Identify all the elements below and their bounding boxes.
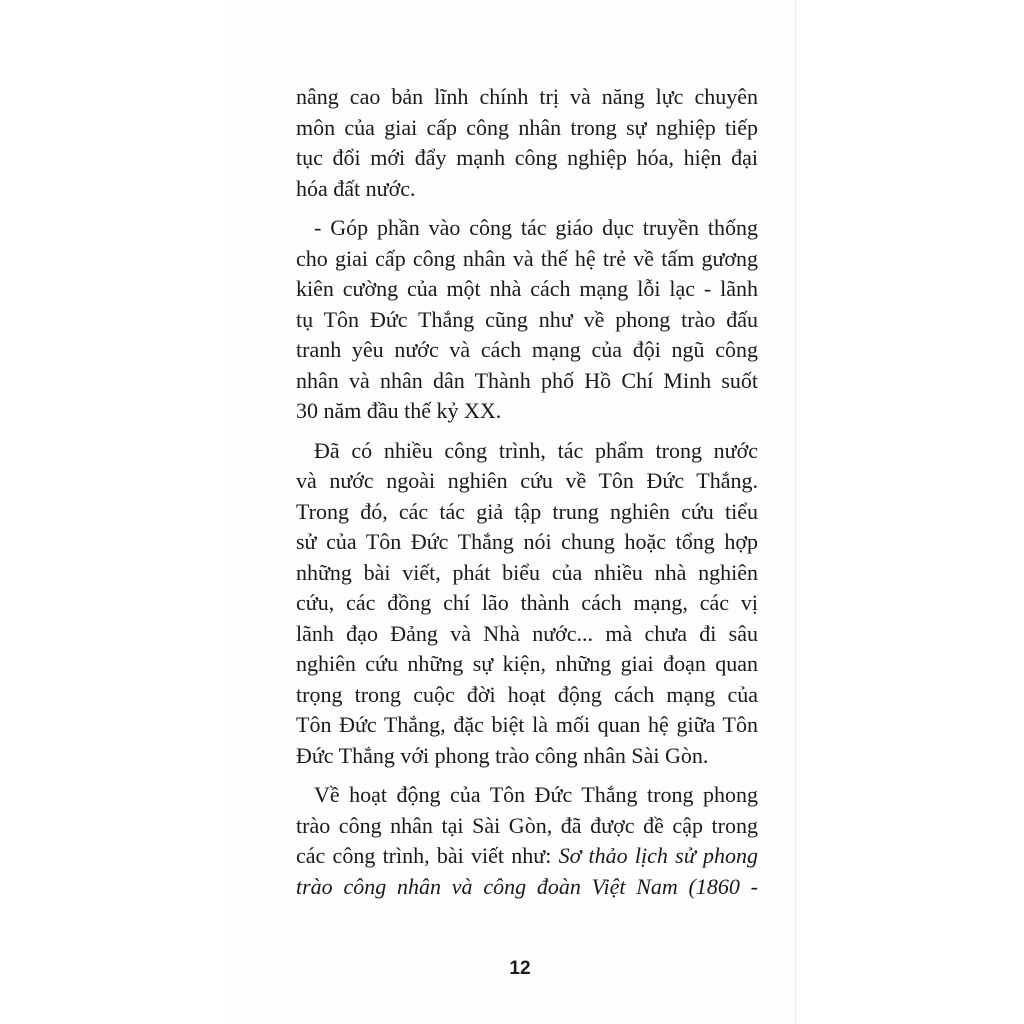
text-line: nâng cao bản lĩnh chính trị và năng lực chuyên — [296, 84, 758, 109]
text-line: tụ Tôn Đức Thắng cũng như về phong trào đấu — [296, 306, 758, 332]
text-line: môn của giai cấp công nhân trong sự nghiệp tiếp — [296, 114, 758, 140]
page-number: 12 — [509, 958, 531, 979]
text-line: những bài viết, phát biểu của nhiều nhà nghiên — [296, 559, 758, 585]
text-line: hóa đất nước. — [296, 175, 416, 201]
paragraph-3 — [296, 436, 758, 772]
text-line: sử của Tôn Đức Thắng nói chung hoặc tổng hợp — [296, 529, 758, 554]
text-line: kiên cường của một nhà cách mạng lỗi lạc - lãnh — [296, 276, 758, 301]
text-line: nhân và nhân dân Thành phố Hồ Chí Minh suốt — [296, 367, 758, 393]
text-line: Về hoạt động của Tôn Đức Thắng trong phong — [314, 782, 758, 807]
text-line: trọng trong cuộc đời hoạt động cách mạng của — [296, 681, 758, 707]
text-line — [296, 841, 758, 872]
text-line: tục đổi mới đẩy mạnh công nghiệp hóa, hiện đại — [296, 145, 758, 170]
text-line: nghiên cứu những sự kiện, những giai đoạn quan — [296, 651, 758, 676]
text-line: - Góp phần vào công tác giáo dục truyền thống — [314, 215, 758, 240]
text-line: tranh yêu nước và cách mạng của đội ngũ công — [296, 337, 758, 362]
text-line: 30 năm đầu thế kỷ XX. — [296, 398, 502, 423]
paragraph-1 — [296, 82, 758, 204]
text-line: trào công nhân tại Sài Gòn, đã được đề cập trong — [296, 812, 758, 838]
text-line: Đức Thắng với phong trào công nhân Sài Gòn. — [296, 742, 709, 768]
text-line: Trong đó, các tác giả tập trung nghiên cứu tiểu — [296, 498, 758, 524]
text-line — [296, 872, 758, 903]
text-line: và nước ngoài nghiên cứu về Tôn Đức Thắng. — [296, 468, 758, 493]
text-line: Đã có nhiều công trình, tác phẩm trong nước — [314, 437, 758, 463]
italic-title: trào công nhân và công đoàn Việt Nam (1860 - — [296, 873, 758, 899]
text-line: lãnh đạo Đảng và Nhà nước... mà chưa đi sâu — [296, 620, 758, 646]
paragraph-4 — [296, 780, 758, 902]
text-line: Tôn Đức Thắng, đặc biệt là mối quan hệ giữa Tôn — [296, 712, 758, 737]
paragraph-2 — [296, 213, 758, 427]
body-text — [296, 82, 758, 902]
italic-title: Sơ thảo lịch sử phong — [558, 843, 758, 868]
text-line: cứu, các đồng chí lão thành cách mạng, các vị — [296, 590, 758, 615]
text-line: cho giai cấp công nhân và thế hệ trẻ về tấm gương — [296, 245, 758, 271]
text-run: các công trình, bài viết như: — [296, 843, 559, 868]
